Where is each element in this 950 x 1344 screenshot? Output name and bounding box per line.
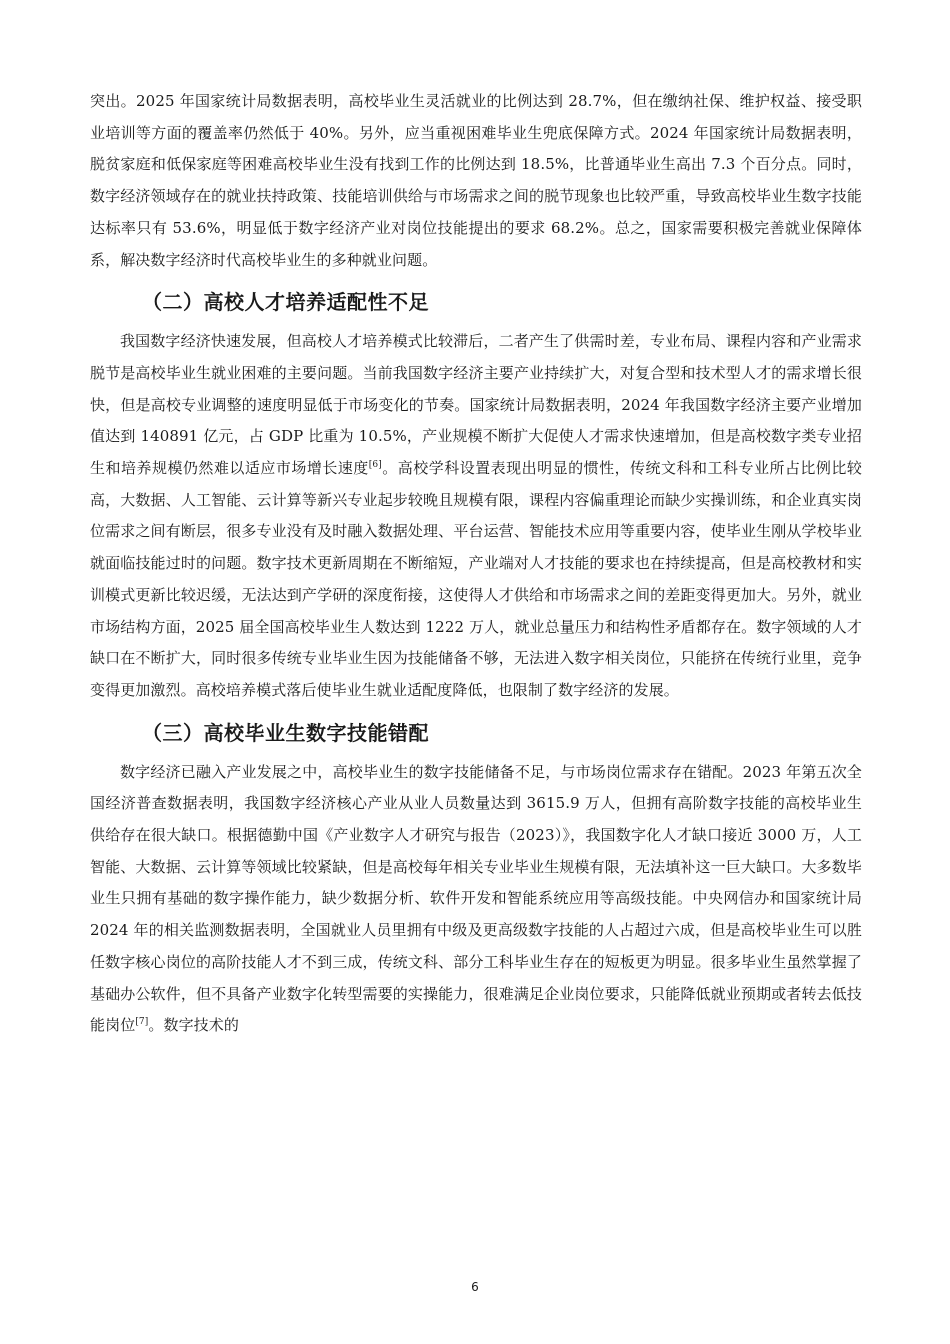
section-heading-talent-training: （二）高校人才培养适配性不足 [142, 290, 429, 315]
paragraph-skill-mismatch [90, 757, 862, 1042]
paragraph-employment-security: 突出。2025 年国家统计局数据表明，高校毕业生灵活就业的比例达到 28.7%，但在缴纳社保、维护权益、接受职业培训等方面的覆盖率仍然低于 40%。另外，应当重视困难毕业生兜底保障方式。2024 年国家统计局数据表明，脱贫家庭和低保家庭等困难高校毕业生没有找到工作的比例达到 18.5%，比普通毕业生高出 7.3 个百分点。同时，数字经济领域存在的就业扶持政策、技能培训供给与市场需求之间的脱节现象也比较严重，导致高校毕业生数字技能达标率只有 53.6%，明显低于数字经济产业对岗位技能提出的要求 68.2%。总之，国家需要积极完善就业保障体系，解决数字经济时代高校毕业生的多种就业问题。 [90, 92, 862, 269]
page-number: 6 [471, 1280, 479, 1294]
paragraph-talent-training [90, 326, 862, 706]
paragraph-text: 我国数字经济快速发展，但高校人才培养模式比较滞后，二者产生了供需时差，专业布局、课程内容和产业需求脱节是高校毕业生就业困难的主要问题。当前我国数字经济主要产业持续扩大，对复合型和技术型人才的需求增长很快，但是高校专业调整的速度明显低于市场变化的节奏。国家统计局数据表明，2024 年我国数字经济主要产业增加值达到 140891 亿元，占 GDP 比重为 10.5%，产业规模不断扩大促使人才需求快速增加，但是高校数字类专业招生和培养规模仍然难以适应市场增长速度 [90, 332, 862, 478]
paragraph-text: 数字经济已融入产业发展之中，高校毕业生的数字技能储备不足，与市场岗位需求存在错配。2023 年第五次全国经济普查数据表明，我国数字经济核心产业从业人员数量达到 3615.9 万人，但拥有高阶数字技能的高校毕业生供给存在很大缺口。根据德勤中国《产业数字人才研究与报告（2023）》，我国数字化人才缺口接近 3000 万，人工智能、大数据、云计算等领域比较紧缺，但是高校每年相关专业毕业生规模有限，无法填补这一巨大缺口。大多数毕业生只拥有基础的数字操作能力，缺少数据分析、软件开发和智能系统应用等高级技能。中央网信办和国家统计局 2024 年的相关监测数据表明，全国就业人员里拥有中级及更高级数字技能的人占超过六成，但是高校毕业生可以胜任数字核心岗位的高阶技能人才不到三成，传统文科、部分工科毕业生存在的短板更为明显。很多毕业生虽然掌握了基础办公软件，但不具备产业数字化转型需要的实操能力，很难满足企业岗位要求，只能降低就业预期或者转去低技能岗位 [90, 762, 862, 1035]
citation-ref: [6] [368, 460, 382, 471]
paragraph-text: 。数字技术的 [148, 1016, 239, 1035]
citation-ref: [7] [135, 1017, 149, 1028]
document-body [90, 86, 862, 1042]
paragraph-text: 。高校学科设置表现出明显的惯性，传统文科和工科专业所占比例比较高，大数据、人工智能、云计算等新兴专业起步较晚且规模有限，课程内容偏重理论而缺少实操训练，和企业真实岗位需求之间有断层，很多专业没有及时融入数据处理、平台运营、智能技术应用等重要内容，使毕业生刚从学校毕业就面临技能过时的问题。数字技术更新周期在不断缩短，产业端对人才技能的要求也在持续提高，但是高校教材和实训模式更新比较迟缓，无法达到产学研的深度衔接，这使得人才供给和市场需求之间的差距变得更加大。另外，就业市场结构方面，2025 届全国高校毕业生人数达到 1222 万人，就业总量压力和结构性矛盾都存在。数字领域的人才缺口在不断扩大，同时很多传统专业毕业生因为技能储备不够，无法进入数字相关岗位，只能挤在传统行业里，竞争变得更加激烈。高校培养模式落后使毕业生就业适配度降低，也限制了数字经济的发展。 [90, 459, 862, 699]
section-heading-skill-mismatch: （三）高校毕业生数字技能错配 [142, 720, 429, 745]
